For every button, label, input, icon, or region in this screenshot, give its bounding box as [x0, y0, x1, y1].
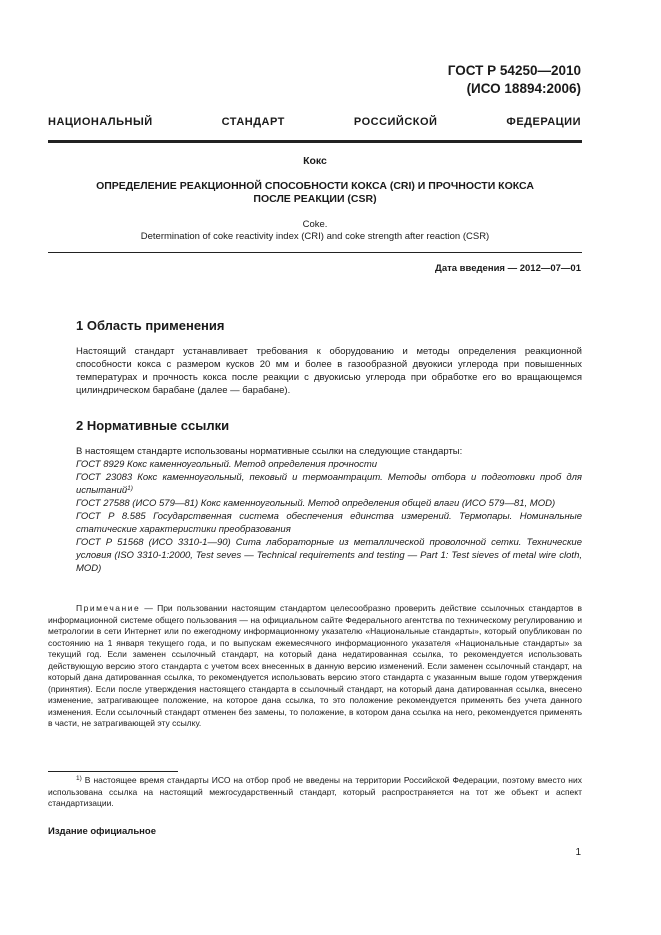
note-label: Примечание: [76, 603, 141, 613]
reference-gost-27588: ГОСТ 27588 (ИСО 579—81) Кокс каменноугольный. Метод определения общей влаги (ИСО 579—81, MOD): [76, 498, 556, 509]
document-title: [48, 180, 582, 206]
section-2-heading: 2 Нормативные ссылки: [76, 418, 230, 433]
reference-gost-r-8585: ГОСТ Р 8.585 Государственная система обеспечения единства измерений. Термопары. Номинальные статические характеристики преобразования: [76, 511, 582, 535]
designation-iso: (ИСО 18894:2006): [466, 81, 581, 96]
footnote-number: 1): [76, 775, 82, 782]
references-note: [48, 603, 582, 730]
page-number: 1: [575, 847, 581, 858]
official-edition-label: Издание официальное: [48, 826, 156, 837]
standard-designation: [448, 62, 581, 98]
note-text: — При пользовании настоящим стандартом целесообразно проверить действие ссылочных стандартов в информационной системе общего пользования — на официальном сайте Федерального агентства по техническому регулированию и метрологии в сети Интернет или по ежегодному информационному указателю «Национальные стандарты», который опубликован по состоянию на 1 января текущего года, и по выпускам ежемесячного информационного указателя «Национальные стандарты» за текущий год. Если заменен ссылочный стандарт, на который дана недатированная ссылка, то рекомендуется использовать действующую версию этого стандарта с учетом всех внесенных в данную версию изменений. Если заменен ссылочный стандарт, на который дана датированная ссылка, то рекомендуется использовать версию этого стандарта с указанным выше годом утверждения (принятия). Если после утверждения настоящего стандарта в ссылочный стандарт, на который дана датированная ссылка, внесено изменение, затрагивающее положение, на которое дана ссылка, то это положение рекомендуется применять без учета данного изменения. Если ссылочный стандарт отменен без замены, то положение, в котором дана ссылка на него, рекомендуется применять в части, не затрагивающей эту ссылку.: [48, 603, 582, 728]
document-kind: Кокс: [303, 155, 327, 167]
title-line-2: ПОСЛЕ РЕАКЦИИ (CSR): [253, 193, 377, 205]
normative-references: [76, 445, 582, 575]
english-title-line-1: Coke.: [302, 219, 328, 230]
reference-gost-8929: ГОСТ 8929 Кокс каменноугольный. Метод определения прочности: [76, 459, 378, 470]
reference-gost-r-51568: ГОСТ Р 51568 (ИСО 3310-1—90) Сита лабораторные из металлической проволочной сетки. Технические условия (ISO 3310-1:2000, Test seves — Technical requirements and testing — Part 1: Test sieves of metal wire cloth, MOD): [76, 537, 582, 574]
header-rule: [48, 140, 582, 143]
title-line-1: ОПРЕДЕЛЕНИЕ РЕАКЦИОННОЙ СПОСОБНОСТИ КОКСА (CRI) И ПРОЧНОСТИ КОКСА: [96, 180, 534, 192]
title-rule: [48, 252, 582, 253]
national-standard-banner: НАЦИОНАЛЬНЫЙ СТАНДАРТ РОССИЙСКОЙ ФЕДЕРАЦИИ: [48, 116, 581, 128]
section-1-text: [76, 345, 582, 397]
introduction-date: Дата введения — 2012—07—01: [435, 263, 581, 274]
footnote-text: В настоящее время стандарты ИСО на отбор проб не введены на территории Российской Федерации, поэтому вместо них использована ссылка на настоящий межгосударственный стандарт, который распространяется на тот же объект и аспект стандартизации.: [48, 775, 582, 808]
section-1-body: Настоящий стандарт устанавливает требования к оборудованию и методы определения реакционной способности кокса с размером кусков 20 мм и более в газообразной двуокиси углерода при повышенных температурах и прочность кокса после реакции с двуокисью углерода при обработке его во вращающемся цилиндрическом барабане (далее — барабане).: [76, 346, 582, 396]
references-lead: В настоящем стандарте использованы нормативные ссылки на следующие стандарты:: [76, 446, 463, 457]
footnote: [48, 775, 582, 810]
designation-gost: ГОСТ Р 54250—2010: [447, 63, 581, 78]
reference-gost-23083: [47, 471, 582, 497]
english-title: [48, 219, 582, 243]
section-1-heading: 1 Область применения: [76, 318, 225, 333]
reference-gost-23083-text: ГОСТ 23083 Кокс каменноугольный, пековый и термоантрацит. Методы отбора и подготовки проб для испытаний: [76, 472, 582, 496]
footnote-rule: [48, 771, 178, 772]
footnote-marker: 1): [127, 485, 133, 492]
english-title-line-2: Determination of coke reactivity index (CRI) and coke strength after reaction (CSR): [140, 231, 490, 242]
